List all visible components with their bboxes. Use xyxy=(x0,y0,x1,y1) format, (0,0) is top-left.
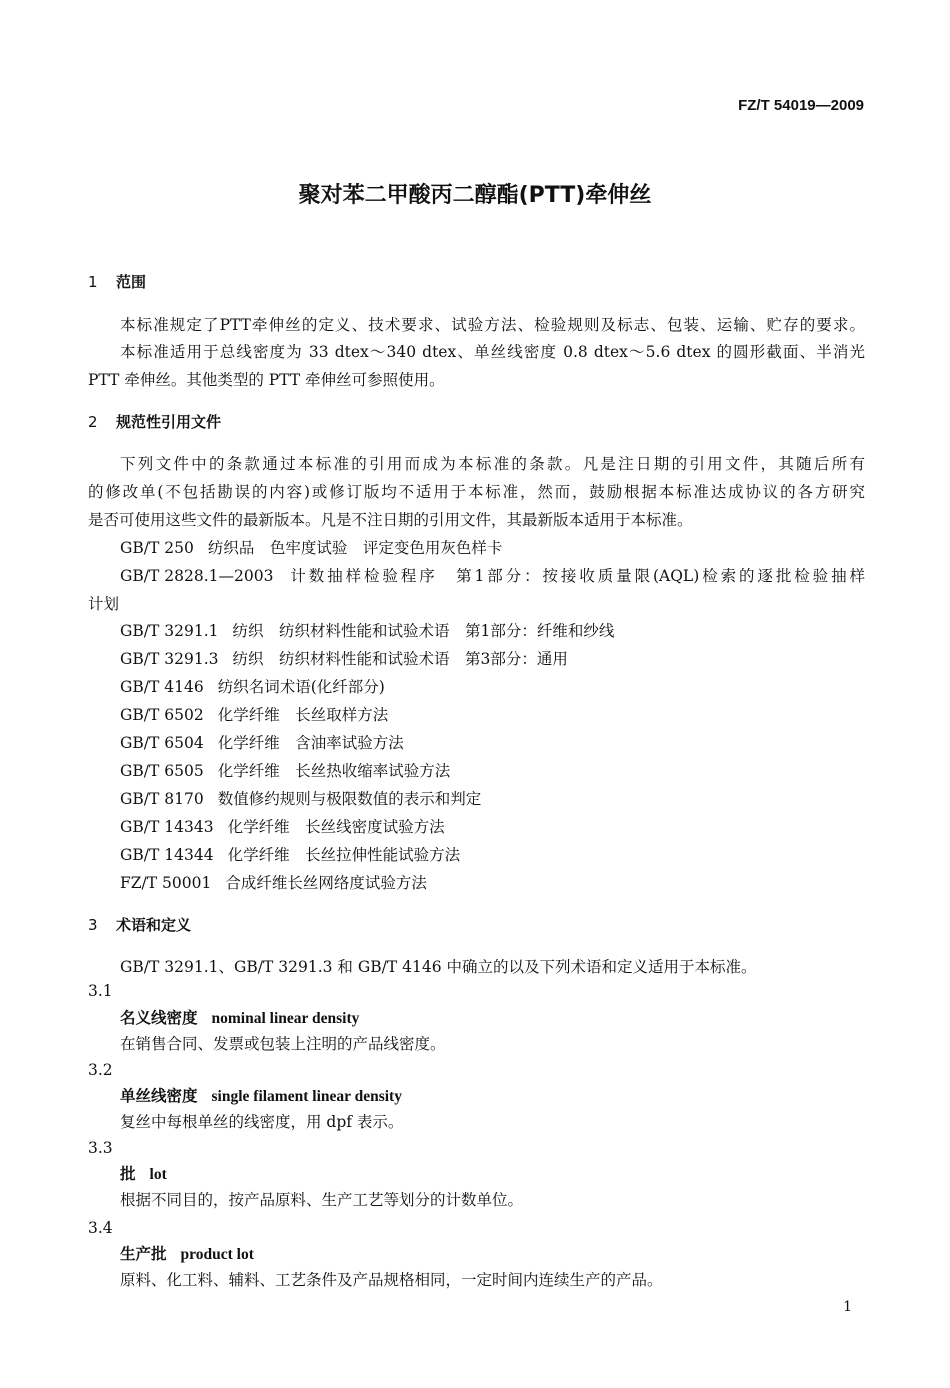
reference-item xyxy=(120,733,404,753)
page-number: 1 xyxy=(843,1299,852,1315)
term-definition: 在销售合同、发票或包装上注明的产品线密度。 xyxy=(120,1035,446,1053)
section-title: 范围 xyxy=(116,273,147,291)
reference-title: 纺织名词术语(化纤部分) xyxy=(217,678,385,696)
section-heading-2 xyxy=(88,412,221,432)
section-title: 规范性引用文件 xyxy=(116,413,222,431)
reference-title: 化学纤维 含油率试验方法 xyxy=(217,734,404,752)
term-en: single filament linear density xyxy=(211,1088,402,1105)
reference-code: GB/T 3291.3 xyxy=(120,650,219,668)
term-definition: 根据不同目的，按产品原料、生产工艺等划分的计数单位。 xyxy=(120,1191,524,1209)
reference-code: GB/T 14344 xyxy=(120,846,214,864)
paragraph-line: GB/T 3291.1、GB/T 3291.3 和 GB/T 4146 中确立的以及下列术语和定义适用于本标准。 xyxy=(120,958,757,976)
reference-item xyxy=(120,789,481,809)
paragraph-line: PTT 牵伸丝。其他类型的 PTT 牵伸丝可参照使用。 xyxy=(88,371,445,389)
paragraph-line: 是否可使用这些文件的最新版本。凡是不注日期的引用文件，其最新版本适用于本标准。 xyxy=(88,511,693,529)
page-title: 聚对苯二甲酸丙二醇酯(PTT)牵伸丝 xyxy=(298,183,652,208)
reference-item xyxy=(120,845,460,865)
reference-item xyxy=(120,677,385,697)
term-definition: 复丝中每根单丝的线密度，用 dpf 表示。 xyxy=(120,1113,404,1131)
section-heading-1 xyxy=(88,272,146,292)
section-number: 2 xyxy=(88,413,98,431)
reference-code: GB/T 14343 xyxy=(120,818,214,836)
reference-code: GB/T 6505 xyxy=(120,762,204,780)
reference-code: GB/T 2828.1—2003 xyxy=(120,567,274,585)
paragraph-line: 的修改单(不包括勘误的内容)或修订版均不适用于本标准，然而，鼓励根据本标准达成协议的各方研究 xyxy=(88,483,865,501)
reference-title: 数值修约规则与极限数值的表示和判定 xyxy=(217,790,482,808)
reference-title: 化学纤维 长丝取样方法 xyxy=(217,706,389,724)
clause-number: 3.2 xyxy=(88,1061,113,1079)
paragraph-line: 下列文件中的条款通过本标准的引用而成为本标准的条款。凡是注日期的引用文件，其随后所有 xyxy=(120,455,865,473)
reference-title: 纺织 纺织材料性能和试验术语 第1部分：纤维和纱线 xyxy=(232,622,615,640)
term-en: product lot xyxy=(180,1246,254,1263)
section-number: 1 xyxy=(88,273,98,291)
reference-code: GB/T 6504 xyxy=(120,734,204,752)
reference-item xyxy=(120,566,865,586)
reference-title: 合成纤维长丝网络度试验方法 xyxy=(225,874,427,892)
reference-title: 化学纤维 长丝线密度试验方法 xyxy=(227,818,445,836)
reference-title: 化学纤维 长丝热收缩率试验方法 xyxy=(217,762,451,780)
reference-code: GB/T 3291.1 xyxy=(120,622,219,640)
paragraph-line: 本标准适用于总线密度为 33 dtex～340 dtex、单丝线密度 0.8 dtex～5.6 dtex 的圆形截面、半消光 xyxy=(120,343,865,361)
reference-title-continued: 计划 xyxy=(88,595,120,613)
term-definition: 原料、化工料、辅料、工艺条件及产品规格相同，一定时间内连续生产的产品。 xyxy=(120,1271,663,1289)
reference-code: FZ/T 50001 xyxy=(120,874,212,892)
term-zh: 单丝线密度 xyxy=(120,1086,198,1105)
section-title: 术语和定义 xyxy=(116,916,192,934)
reference-item xyxy=(120,538,502,558)
paragraph-line: 本标准规定了PTT牵伸丝的定义、技术要求、试验方法、检验规则及标志、包装、运输、贮存的要求。 xyxy=(120,316,865,334)
reference-code: GB/T 6502 xyxy=(120,706,204,724)
standard-number: FZ/T 54019—2009 xyxy=(738,97,864,114)
reference-title: 纺织品 色牢度试验 评定变色用灰色样卡 xyxy=(207,539,503,557)
reference-title: 计数抽样检验程序 第1部分：按接收质量限(AQL)检索的逐批检验抽样 xyxy=(287,567,865,585)
clause-number: 3.1 xyxy=(88,982,113,1000)
reference-item xyxy=(120,817,445,837)
reference-title: 化学纤维 长丝拉伸性能试验方法 xyxy=(227,846,461,864)
section-heading-3 xyxy=(88,915,191,935)
term-zh: 名义线密度 xyxy=(120,1008,198,1027)
reference-title: 纺织 纺织材料性能和试验术语 第3部分：通用 xyxy=(232,650,568,668)
reference-item xyxy=(120,621,614,641)
term-en: lot xyxy=(149,1166,167,1183)
term-heading xyxy=(120,1244,254,1265)
reference-item xyxy=(120,649,568,669)
clause-number: 3.4 xyxy=(88,1219,113,1237)
term-zh: 批 xyxy=(120,1164,136,1183)
term-heading xyxy=(120,1008,359,1029)
reference-code: GB/T 4146 xyxy=(120,678,204,696)
clause-number: 3.3 xyxy=(88,1139,113,1157)
term-en: nominal linear density xyxy=(211,1010,360,1027)
reference-code: GB/T 250 xyxy=(120,539,194,557)
term-heading xyxy=(120,1164,167,1185)
term-heading xyxy=(120,1086,402,1107)
reference-item xyxy=(120,761,450,781)
term-zh: 生产批 xyxy=(120,1244,167,1263)
reference-code: GB/T 8170 xyxy=(120,790,204,808)
reference-item xyxy=(120,705,388,725)
reference-item xyxy=(120,873,427,893)
section-number: 3 xyxy=(88,916,98,934)
